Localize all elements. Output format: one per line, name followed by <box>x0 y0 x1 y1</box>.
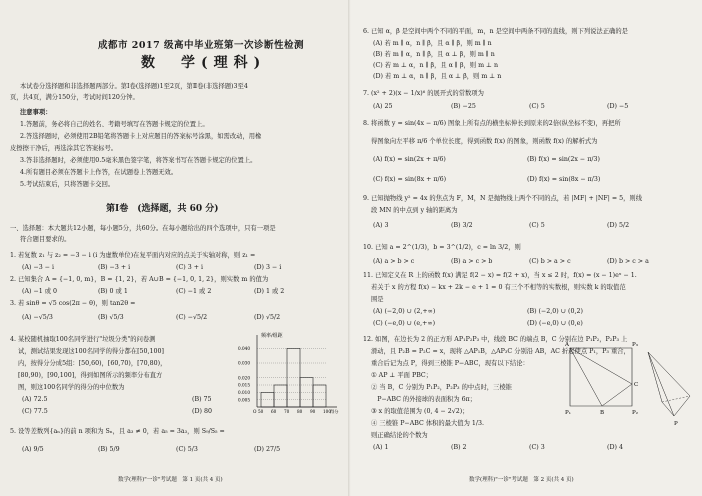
section-intro-2: 符合题目要求的。 <box>20 236 71 243</box>
question-12-line-1: 12. 如图，在边长为 2 的正方形 AP₁P₂P₃ 中，线段 BC 的端点 B，C 分别在边 P₁P₂，P₂P₃ 上 <box>363 336 628 343</box>
question-4-line-3: 内，按得分分成5组：[50,60)，[60,70)，[70,80)， <box>18 360 167 367</box>
q4-option-d: (D) 80 <box>192 408 212 415</box>
label-p3: P₃ <box>632 342 638 348</box>
question-8-line-1: 8. 将函数 y = sin(4x − π/6) 图象上所有点的横坐标伸长到原来的2倍(纵坐标不变)，再把所 <box>363 120 621 127</box>
question-9-line-2: 段 MN 的中点到 y 轴的距离为 <box>371 207 458 214</box>
label-p1: P₁ <box>565 410 571 416</box>
q3-option-a: (A) −√5/3 <box>22 314 53 321</box>
q10-option-d: (D) b > c > a <box>607 258 649 265</box>
x-tick-label-7: 100 <box>323 409 331 414</box>
q2-option-b: (B) 0 或 1 <box>98 288 128 295</box>
question-11-line-3: 围是 <box>371 296 384 303</box>
x-tick-label-3: 60 <box>271 409 277 414</box>
q11-option-d: (D) (−e,0) ∪ (0,e) <box>527 320 583 327</box>
question-4-line-4: [80,90)，[90,100]，得到如图所示的频率分布直方 <box>18 372 163 379</box>
q1-option-a: (A) −3 − i <box>22 264 55 271</box>
q2-option-c: (C) −1 或 2 <box>176 288 212 295</box>
page-1-footer: 数学(理科)"一诊"考试题 第 1 页(共 4 页) <box>118 477 223 483</box>
q12-option-c: (C) 3 <box>529 444 545 451</box>
q5-option-c: (C) 5/3 <box>176 446 198 453</box>
q8-option-c: (C) f(x) = sin(8x + π/6) <box>373 176 447 183</box>
question-1: 1. 若复数 z₁ 与 z₂ = −3 − i (i 为虚数单位)在复平面内对应的点关于实轴对称，则 z₁ = <box>10 252 256 259</box>
q7-option-a: (A) 25 <box>373 103 393 110</box>
intro-line-2: 页，共4页，满分150分，考试时间120分钟。 <box>10 94 139 101</box>
question-2: 2. 已知集合 A = {−1, 0, m}，B = {1, 2}，若 A∪B = {−1, 0, 1, 2}，则实数 m 的值为 <box>10 276 269 283</box>
histogram-bar-5 <box>313 385 326 407</box>
y-tick-label-3: 0.020 <box>238 375 250 381</box>
x-tick-label-6: 90 <box>310 409 316 414</box>
x-tick-label-4: 70 <box>284 409 290 414</box>
q4-option-a: (A) 72.5 <box>22 396 48 403</box>
q3-option-b: (B) √5/3 <box>98 314 124 321</box>
tetrahedron-face <box>648 352 690 416</box>
notice-1: 1.答题前，务必将自己的姓名、考籍号填写在答题卡规定的位置上。 <box>20 121 209 128</box>
q2-option-a: (A) −1 或 0 <box>22 288 58 295</box>
q5-option-d: (D) 27/5 <box>254 446 281 453</box>
fold-line-ac <box>570 348 632 384</box>
intro-line-1: 本试卷分选择题和非选择题两部分。第Ⅰ卷(选择题)1至2页，第Ⅱ卷(非选择题)3至4 <box>20 83 248 90</box>
question-3: 3. 若 sinθ = √5 cos(2π − θ)，则 tan2θ = <box>10 300 136 307</box>
q7-option-c: (C) 5 <box>529 103 545 110</box>
q2-option-d: (D) 1 或 2 <box>254 288 285 295</box>
q4-option-b: (B) 75 <box>192 396 212 403</box>
q12-option-a: (A) 1 <box>373 444 389 451</box>
q12-option-b: (B) 2 <box>451 444 467 451</box>
q9-option-a: (A) 3 <box>373 222 389 229</box>
page-2-footer: 数学(理科)"一诊"考试题 第 2 页(共 4 页) <box>469 477 574 483</box>
histogram-bar-2 <box>274 385 287 407</box>
y-tick-label-2: 0.030 <box>238 360 250 366</box>
question-9-line-1: 9. 已知抛物线 y² = 4x 的焦点为 F，M，N 是抛物线上两个不同的点，若 |MF| + |NF| = 5，则线 <box>363 195 643 202</box>
question-4-line-5: 图，则这100名同学的得分的中位数为 <box>18 384 125 391</box>
question-8-line-2: 得图象向左平移 π/6 个单位长度，得到函数 f(x) 的图象，则函数 f(x) 的解析式为 <box>371 138 598 145</box>
q6-option-d: (D) 若 m ⊥ α，n ∥ β，且 α ⊥ β，则 m ⊥ n <box>373 73 502 80</box>
q10-option-b: (B) a > c > b <box>451 258 493 265</box>
question-12-line-3: 重合后记为点 P，得到三棱锥 P−ABC，现有以下结论： <box>371 360 529 367</box>
q1-option-b: (B) −3 + i <box>98 264 131 271</box>
section-title: 第Ⅰ卷 (选择题，共 60 分) <box>106 204 219 214</box>
q3-option-d: (D) √5/2 <box>254 314 281 321</box>
q4-option-c: (C) 77.5 <box>22 408 48 415</box>
q1-option-c: (C) 3 + i <box>176 264 204 271</box>
q11-option-a: (A) (−2,0) ∪ (2,+∞) <box>373 308 436 315</box>
notice-5: 5.考试结束后，只将答题卡交回。 <box>20 181 115 188</box>
subject-title: 数 学(理科) <box>141 55 267 71</box>
label-p2: P₂ <box>632 410 638 416</box>
fold-figure-svg <box>562 336 696 430</box>
notice-2: 2.答选择题时，必须使用2B铅笔将答题卡上对应题目的答案标号涂黑，如需改动，用橡 <box>20 133 262 140</box>
notice-4: 4.所有题目必须在答题卡上作答，在试题卷上答题无效。 <box>20 169 178 176</box>
q8-option-d: (D) f(x) = sin(8x − π/3) <box>527 176 601 183</box>
q12-statement-2-cont: P−ABC 的外接球的表面积为 6π； <box>371 396 477 403</box>
label-b: B <box>600 410 605 416</box>
q9-option-b: (B) 3/2 <box>451 222 473 229</box>
q9-option-c: (C) 5 <box>529 222 545 229</box>
y-tick-label-5: 0.010 <box>238 389 250 395</box>
section-intro-1: 一、选择题：本大题共12小题，每小题5分，共60分。在每小题给出的四个选项中，只有一项是 <box>10 225 276 232</box>
frequency-histogram <box>237 331 341 417</box>
question-5: 5. 设等差数列{aₙ}的前 n 项和为 Sₙ，且 a₃ ≠ 0，若 a₅ = 3a₃，则 S₉/S₅ = <box>10 428 225 435</box>
q12-statement-1: ① AP ⊥ 平面 PBC； <box>371 372 433 379</box>
x-tick-label-5: 80 <box>297 409 303 414</box>
tetrahedron-edge-2 <box>662 402 674 416</box>
histogram-svg <box>237 331 341 417</box>
x-tick-label-1: O <box>253 409 257 414</box>
y-tick-label-4: 0.015 <box>238 382 250 388</box>
question-12-line-2: 滑动，且 P₂B = P₂C = x，现将 △AP₁B，△AP₃C 分别沿 AB，AC 折起使点 P₁，P₃ 重合， <box>371 348 630 355</box>
q5-option-a: (A) 9/5 <box>22 446 44 453</box>
question-7: 7. (x² + 2)(x − 1/x)⁶ 的展开式的常数项为 <box>363 90 484 97</box>
exam-title: 成都市 2017 级高中毕业班第一次诊断性检测 <box>98 40 305 51</box>
q12-statement-3: ③ x 的取值范围为 (0, 4 − 2√2)； <box>371 408 469 415</box>
square-outline <box>570 348 632 406</box>
label-a: A <box>565 342 569 348</box>
question-4-line-2: 试，测试结果发现这100名同学的得分都在[50,100] <box>18 348 165 355</box>
notice-2-cont: 皮擦擦干净后，再选涂其它答案标号。 <box>10 145 118 152</box>
q7-option-d: (D) −5 <box>607 103 629 110</box>
q12-option-d: (D) 4 <box>607 444 623 451</box>
x-tick-label-2: 50 <box>258 409 264 414</box>
q12-statement-4: ④ 三棱锥 P−ABC 体积的最大值为 1/3. <box>371 420 485 427</box>
q9-option-d: (D) 5/2 <box>607 222 630 229</box>
y-tick-label-1: 0.040 <box>238 345 250 351</box>
label-c: C <box>634 382 639 388</box>
segment-bc <box>602 384 632 406</box>
q1-option-d: (D) 3 − i <box>254 264 282 271</box>
q10-option-a: (A) a > b > c <box>373 258 415 265</box>
question-4-line-1: 4. 某校随机抽取100名同学进行"垃圾分类"的问卷测 <box>10 336 156 343</box>
fold-line-ab <box>570 348 602 406</box>
x-tick-label-8: 得分 <box>330 409 339 414</box>
notice-3: 3.答非选择题时，必须使用0.5毫米黑色签字笔，将答案书写在答题卡规定的位置上。 <box>20 157 257 164</box>
q3-option-c: (C) −√5/2 <box>176 314 208 321</box>
notice-title: 注意事项： <box>20 109 52 116</box>
question-11-line-1: 11. 已知定义在 R 上的函数 f(x) 满足 f(2 − x) = f(2 + x)，当 x ≤ 2 时，f(x) = (x − 1)eˣ − 1. <box>363 272 637 279</box>
q6-option-b: (B) 若 m ∥ α，n ∥ β，且 α ⊥ β，则 m ∥ n <box>373 51 495 58</box>
question-11-line-2: 若关于 x 的方程 f(x) − kx + 2k − e + 1 = 0 有三个不相等的实数根，则实数 k 的取值范 <box>371 284 626 291</box>
q6-option-a: (A) 若 m ∥ α，n ∥ β，且 α ∥ β，则 m ∥ n <box>373 40 492 47</box>
q10-option-c: (C) b > a > c <box>529 258 571 265</box>
question-10: 10. 已知 a = 2^(1/3)，b = 3^(1/2)，c = ln 3/2，则 <box>363 244 521 251</box>
q12-statement-2: ② 当 B，C 分别为 P₁P₂，P₂P₃ 的中点时，三棱锥 <box>371 384 512 391</box>
label-p: P <box>674 421 678 427</box>
q5-option-b: (B) 5/9 <box>98 446 120 453</box>
q11-option-c: (C) (−e,0) ∪ (e,+∞) <box>373 320 436 327</box>
square-fold-figure <box>562 336 696 430</box>
q8-option-a: (A) f(x) = sin(2x + π/6) <box>373 156 446 163</box>
q8-option-b: (B) f(x) = sin(2x − π/3) <box>527 156 600 163</box>
q12-prompt: 则正确结论的个数为 <box>371 432 428 439</box>
y-tick-label-6: 0.005 <box>238 397 250 403</box>
histogram-y-label: 频率/组距 <box>261 333 283 339</box>
q6-option-c: (C) 若 m ⊥ α，n ∥ β，且 α ∥ β，则 m ⊥ n <box>373 62 499 69</box>
question-6: 6. 已知 α，β 是空间中两个不同的平面，m，n 是空间中两条不同的直线，则下列说法正确的是 <box>363 28 628 35</box>
q7-option-b: (B) −25 <box>451 103 476 110</box>
q11-option-b: (B) (−2,0) ∪ (0,2) <box>527 308 583 315</box>
